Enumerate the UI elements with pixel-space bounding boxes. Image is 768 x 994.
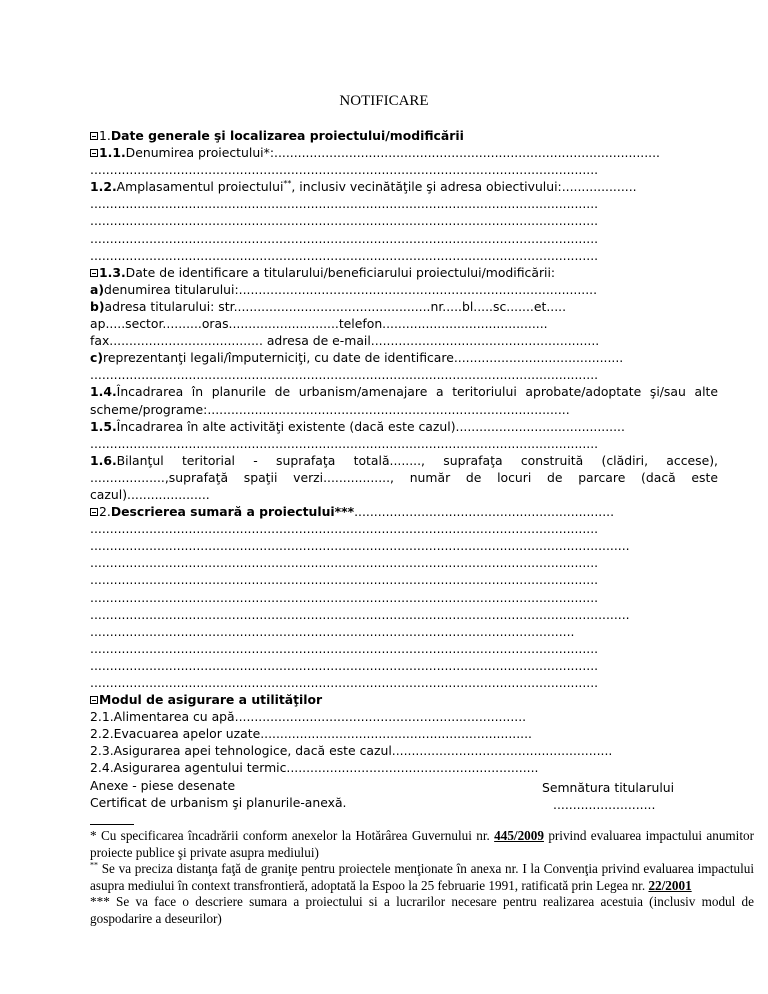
fill-in-line[interactable]: ................................................................................................................................. xyxy=(90,367,599,383)
fill-in-line[interactable]: ................................................................................................................................. xyxy=(90,675,599,690)
footnote-3: *** Se va face o descriere sumara a proiectului si a lucrarilor necesare pentru realizarea acestuia (inclusiv modul de gospodarire a deseurilor) xyxy=(90,894,754,926)
section-3-title: Modul de asigurare a utilităţilor xyxy=(99,692,323,708)
fill-in-dots[interactable]: ........................................................................................... xyxy=(238,281,598,297)
fill-in-line[interactable]: ................................................................................................................................. xyxy=(90,555,599,571)
fill-in-line[interactable]: ................................................................................................................................. xyxy=(90,196,599,212)
law-link[interactable]: 22/2001 xyxy=(648,877,692,893)
footnote-separator xyxy=(90,824,134,825)
fill-in-dots[interactable]: ..................................................nr.....bl.....sc.......et..... xyxy=(233,298,567,314)
signature-field[interactable]: .......................... xyxy=(553,797,656,812)
fill-in-line[interactable]: ......................................................................................................................................... xyxy=(90,538,630,554)
utility-item[interactable]: 2.4.Asigurarea agentului termic................................................................ xyxy=(90,760,539,776)
fill-in-dots[interactable]: ........................................... xyxy=(453,350,624,366)
field-1-5: 1.5.Încadrarea în alte activităţi existente (dacă este cazul)........................................... xyxy=(90,418,625,434)
field-1-4: 1.4.Încadrarea în planurile de urbanism/amenajare a teritoriului aprobate/adoptate şi/sau alte scheme/programe:............................................................................................ xyxy=(90,384,718,417)
fill-in-line[interactable]: ................................................................................................................................. xyxy=(90,657,599,673)
fill-in-dots[interactable]: .................................................................. xyxy=(354,504,615,520)
certificate-line: Certificat de urbanism şi planurile-anexă. xyxy=(90,794,347,810)
fill-in-line[interactable]: ................................................................................................................................. xyxy=(90,521,599,537)
field-1-1: 1.1.Denumirea proiectului*:.................................................................................................. xyxy=(90,144,718,161)
utility-item[interactable]: 2.1.Alimentarea cu apă.......................................................................... xyxy=(90,709,527,725)
fill-in-line[interactable]: ................................................................................................................................. xyxy=(90,589,599,605)
fill-in-line[interactable]: ................................................................................................................................. xyxy=(90,213,599,229)
form-body xyxy=(90,127,718,811)
field-1-6: 1.6.Bilanţul teritorial - suprafaţa totală........, suprafaţa construită (clădiri, accese), ...................,suprafaţă spaţii verzi................., număr de locuri de parcare (dacă este cazul)..................... xyxy=(90,452,718,502)
fill-in-line[interactable]: ap.....sector..........oras............................telefon.......................................... xyxy=(90,316,548,332)
fill-in-dots[interactable]: ............................................................................................ xyxy=(207,401,570,417)
footnote-2: ** Se va preciza distanţa faţă de graniţe pentru proiectele menţionate în anexa nr. I la Convenţia privind evaluarea impactului asupra mediului în context transfrontieră, adoptată la Espoo la 25 februarie 1991, ratificată prin Legea nr. 22/2001 xyxy=(90,860,754,893)
section-2-title: Descrierea sumară a proiectului*** xyxy=(110,504,355,520)
section-1-heading: 1.Date generale şi localizarea proiectului/modificării xyxy=(90,127,718,144)
field-1-3-a: a)denumirea titularului:........................................................................................... xyxy=(90,281,598,297)
collapse-toggle-icon[interactable] xyxy=(90,269,98,277)
fill-in-line[interactable]: ................................................................................................................................. xyxy=(90,640,599,656)
annexes-heading: Anexe - piese desenate xyxy=(90,777,236,793)
fill-in-line[interactable]: ......................................................................................................................................... xyxy=(90,606,630,622)
field-1-3-c: c)reprezentanţi legali/împuterniciţi, cu date de identificare........................................... xyxy=(90,350,624,366)
utility-item[interactable]: 2.3.Asigurarea apei tehnologice, dacă este cazul........................................................ xyxy=(90,743,613,759)
fill-in-line[interactable]: ................................................................................................................................. xyxy=(90,247,599,263)
hg-link[interactable]: 445/2009 xyxy=(494,828,544,843)
fill-in-line[interactable]: fax....................................... adresa de e-mail.......................................................... xyxy=(90,333,600,349)
fill-in-dots[interactable]: ........................................... xyxy=(455,418,625,434)
fill-in-dots[interactable]: .................................................................................................. xyxy=(274,145,660,161)
section-1-title: Date generale şi localizarea proiectului/modificării xyxy=(110,128,464,143)
fill-in-line[interactable]: ................................................................................................................................. xyxy=(90,162,599,178)
collapse-toggle-icon[interactable] xyxy=(90,149,98,157)
fill-in-line[interactable]: ................................................................................................................................. xyxy=(90,572,599,588)
collapse-toggle-icon[interactable] xyxy=(90,508,98,516)
fill-in-dots[interactable]: ................... xyxy=(561,179,637,195)
fill-in-line[interactable]: ................................................................................................................................. xyxy=(90,435,599,451)
fill-in-line[interactable]: ........................................................................................................................... xyxy=(90,623,575,639)
section-3-heading xyxy=(90,691,718,708)
fill-in-line[interactable]: ................................................................................................................................. xyxy=(90,230,599,246)
page-title: NOTIFICARE xyxy=(339,93,429,109)
signature-label: Semnătura titularului xyxy=(542,780,675,795)
field-1-2: 1.2.Amplasamentul proiectului**, inclusiv vecinătăţile şi adresa obiectivului:................... xyxy=(90,179,637,195)
footnotes xyxy=(90,828,754,928)
footnote-1: * Cu specificarea încadrării conform anexelor la Hotărârea Guvernului nr. 445/2009 privind evaluarea impactului anumitor proiecte publice şi private asupra mediului) xyxy=(90,828,754,860)
utility-item[interactable]: 2.2.Evacuarea apelor uzate..................................................................... xyxy=(90,726,532,742)
section-2-heading: 2.Descrierea sumară a proiectului***.................................................................. xyxy=(90,503,718,520)
collapse-toggle-icon[interactable] xyxy=(90,696,98,704)
field-1-3: 1.3.Date de identificare a titularului/beneficiarului proiectului/modificării: xyxy=(90,264,718,281)
collapse-toggle-icon[interactable] xyxy=(90,132,98,140)
field-1-3-b: b)adresa titularului: str..................................................nr.....bl.....sc.......et..... xyxy=(90,298,567,314)
